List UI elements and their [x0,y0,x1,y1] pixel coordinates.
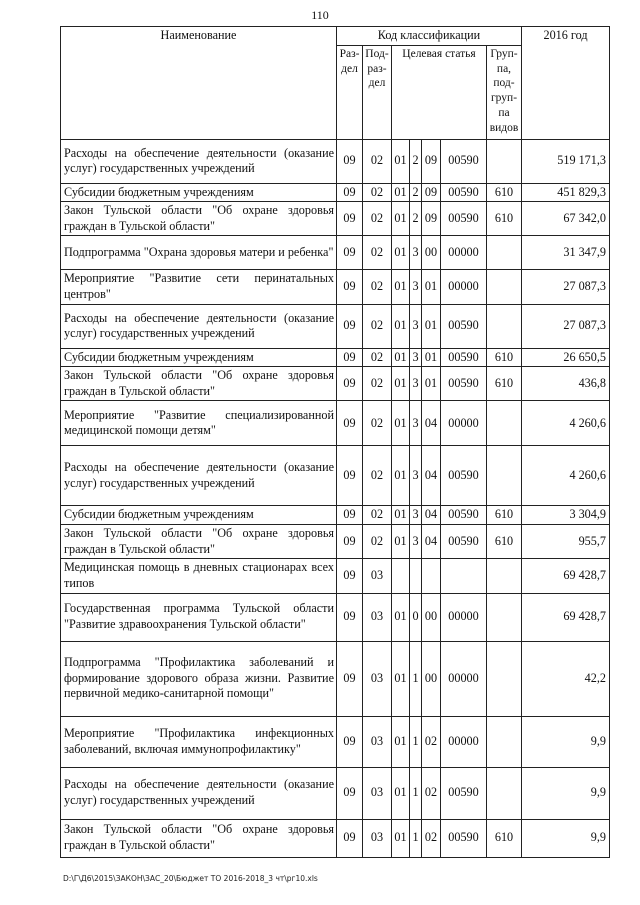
row-target-direction: 00590 [441,767,487,819]
row-target-subprogram: 2 [410,139,422,183]
table-row [61,348,610,367]
row-target-program: 01 [392,183,410,202]
row-podrazdel: 03 [363,559,392,593]
row-amount: 9,9 [522,716,610,767]
table-row [61,202,610,236]
row-target-direction: 00000 [441,401,487,446]
row-razdel: 09 [337,559,363,593]
row-razdel: 09 [337,641,363,716]
row-name: Подпрограмма "Охрана здоровья матери и ребенка" [61,236,337,270]
row-razdel: 09 [337,506,363,525]
row-target-subprogram: 2 [410,202,422,236]
row-target-direction: 00590 [441,202,487,236]
row-podrazdel: 03 [363,716,392,767]
row-amount: 27 087,3 [522,270,610,304]
row-podrazdel: 02 [363,139,392,183]
row-target-direction [441,559,487,593]
row-target-direction: 00000 [441,236,487,270]
row-target-program: 01 [392,819,410,857]
row-podrazdel: 02 [363,183,392,202]
row-razdel: 09 [337,236,363,270]
row-target-direction: 00590 [441,139,487,183]
table-row [61,506,610,525]
row-amount: 69 428,7 [522,593,610,641]
table-row [61,641,610,716]
row-podrazdel: 02 [363,367,392,401]
row-amount: 42,2 [522,641,610,716]
table-row [61,593,610,641]
row-target-program [392,559,410,593]
row-target-event: 04 [422,506,441,525]
table-row [61,367,610,401]
table-row [61,270,610,304]
header-section: Раз- дел [337,45,363,139]
header-group: Груп- па, под- груп- па видов [487,45,522,139]
row-name: Субсидии бюджетным учреждениям [61,183,337,202]
row-name: Государственная программа Тульской области "Развитие здравоохранения Тульской области" [61,593,337,641]
row-razdel: 09 [337,183,363,202]
row-target-program: 01 [392,641,410,716]
row-expense-type [487,593,522,641]
row-target-subprogram: 1 [410,819,422,857]
row-expense-type [487,139,522,183]
row-target-program: 01 [392,506,410,525]
row-expense-type [487,236,522,270]
row-target-subprogram: 3 [410,348,422,367]
row-razdel: 09 [337,202,363,236]
row-target-subprogram: 3 [410,270,422,304]
row-amount: 4 260,6 [522,446,610,506]
row-target-direction: 00590 [441,446,487,506]
row-target-event: 02 [422,819,441,857]
row-amount: 67 342,0 [522,202,610,236]
row-podrazdel: 02 [363,348,392,367]
row-expense-type: 610 [487,506,522,525]
row-target-event: 09 [422,139,441,183]
row-target-program: 01 [392,348,410,367]
row-podrazdel: 03 [363,641,392,716]
row-target-direction: 00590 [441,367,487,401]
row-podrazdel: 03 [363,767,392,819]
row-podrazdel: 02 [363,202,392,236]
row-target-subprogram: 0 [410,593,422,641]
row-razdel: 09 [337,767,363,819]
page-number: 110 [311,8,329,22]
row-amount: 4 260,6 [522,401,610,446]
row-target-event: 01 [422,348,441,367]
budget-table [60,26,610,858]
row-name: Закон Тульской области "Об охране здоровья граждан в Тульской области" [61,202,337,236]
row-razdel: 09 [337,525,363,559]
table-row [61,236,610,270]
row-target-program: 01 [392,270,410,304]
row-podrazdel: 03 [363,819,392,857]
row-amount: 9,9 [522,767,610,819]
row-target-direction: 00590 [441,525,487,559]
row-razdel: 09 [337,593,363,641]
row-expense-type: 610 [487,348,522,367]
row-target-program: 01 [392,236,410,270]
row-target-direction: 00590 [441,183,487,202]
row-expense-type [487,559,522,593]
row-razdel: 09 [337,401,363,446]
row-razdel: 09 [337,446,363,506]
row-expense-type [487,446,522,506]
row-expense-type: 610 [487,819,522,857]
row-amount: 9,9 [522,819,610,857]
row-expense-type: 610 [487,202,522,236]
row-target-subprogram: 3 [410,367,422,401]
row-target-event: 00 [422,593,441,641]
row-target-event: 02 [422,716,441,767]
row-name: Субсидии бюджетным учреждениям [61,348,337,367]
row-podrazdel: 02 [363,506,392,525]
row-expense-type: 610 [487,367,522,401]
row-amount: 26 650,5 [522,348,610,367]
row-target-event: 09 [422,183,441,202]
row-target-direction: 00590 [441,348,487,367]
row-podrazdel: 02 [363,270,392,304]
row-amount: 451 829,3 [522,183,610,202]
row-target-program: 01 [392,716,410,767]
row-expense-type [487,716,522,767]
row-razdel: 09 [337,367,363,401]
row-amount: 3 304,9 [522,506,610,525]
row-razdel: 09 [337,270,363,304]
header-subsection: Под- раз- дел [363,45,392,139]
row-name: Мероприятие "Развитие сети перинатальных центров" [61,270,337,304]
table-row [61,559,610,593]
table-row [61,819,610,857]
row-target-direction: 00000 [441,593,487,641]
file-path-footer: D:\Г\Д6\2015\ЗАКОН\ЗАС_20\Бюджет ТО 2016-2018_3 чт\рг10.xls [63,874,318,883]
row-name: Закон Тульской области "Об охране здоровья граждан в Тульской области" [61,367,337,401]
row-name: Расходы на обеспечение деятельности (оказание услуг) государственных учреждений [61,304,337,348]
row-name: Подпрограмма "Профилактика заболеваний и формирование здорового образа жизни. Развитие первичной медико-санитарной помощи" [61,641,337,716]
row-target-event: 09 [422,202,441,236]
row-amount: 69 428,7 [522,559,610,593]
table-row [61,401,610,446]
table-row [61,183,610,202]
table-row [61,304,610,348]
row-name: Расходы на обеспечение деятельности (оказание услуг) государственных учреждений [61,446,337,506]
row-expense-type: 610 [487,183,522,202]
row-target-subprogram: 3 [410,525,422,559]
row-expense-type [487,641,522,716]
row-amount: 519 171,3 [522,139,610,183]
row-amount: 436,8 [522,367,610,401]
row-target-program: 01 [392,446,410,506]
row-podrazdel: 02 [363,525,392,559]
row-razdel: 09 [337,716,363,767]
row-razdel: 09 [337,139,363,183]
row-razdel: 09 [337,304,363,348]
row-target-program: 01 [392,367,410,401]
row-expense-type [487,767,522,819]
header-name: Наименование [61,27,337,140]
table-row [61,716,610,767]
row-name: Мероприятие "Профилактика инфекционных заболеваний, включая иммунопрофилактику" [61,716,337,767]
row-target-direction: 00590 [441,304,487,348]
table-row [61,139,610,183]
row-podrazdel: 02 [363,446,392,506]
row-target-subprogram: 3 [410,236,422,270]
row-razdel: 09 [337,348,363,367]
row-name: Закон Тульской области "Об охране здоровья граждан в Тульской области" [61,525,337,559]
row-expense-type [487,304,522,348]
row-target-program: 01 [392,525,410,559]
row-target-event: 01 [422,304,441,348]
row-target-event: 04 [422,446,441,506]
row-razdel: 09 [337,819,363,857]
row-target-subprogram: 1 [410,716,422,767]
row-target-direction: 00000 [441,716,487,767]
table-row [61,767,610,819]
row-name: Закон Тульской области "Об охране здоровья граждан в Тульской области" [61,819,337,857]
table-body [61,139,610,857]
row-target-event: 02 [422,767,441,819]
row-expense-type [487,401,522,446]
row-target-program: 01 [392,202,410,236]
row-target-event: 00 [422,236,441,270]
header-target-article: Целевая статья [392,45,487,139]
row-target-subprogram: 3 [410,304,422,348]
row-podrazdel: 03 [363,593,392,641]
row-target-subprogram: 3 [410,506,422,525]
row-target-subprogram [410,559,422,593]
row-target-event: 01 [422,367,441,401]
row-target-subprogram: 3 [410,401,422,446]
row-target-subprogram: 2 [410,183,422,202]
row-expense-type [487,270,522,304]
row-target-subprogram: 1 [410,767,422,819]
row-target-program: 01 [392,767,410,819]
row-podrazdel: 02 [363,304,392,348]
row-name: Субсидии бюджетным учреждениям [61,506,337,525]
row-name: Расходы на обеспечение деятельности (оказание услуг) государственных учреждений [61,139,337,183]
row-target-event: 04 [422,401,441,446]
row-target-direction: 00000 [441,641,487,716]
row-expense-type: 610 [487,525,522,559]
row-podrazdel: 02 [363,236,392,270]
row-amount: 31 347,9 [522,236,610,270]
row-target-direction: 00590 [441,506,487,525]
row-target-direction: 00590 [441,819,487,857]
row-target-event: 00 [422,641,441,716]
row-target-program: 01 [392,593,410,641]
row-name: Медицинская помощь в дневных стационарах всех типов [61,559,337,593]
row-target-program: 01 [392,304,410,348]
row-target-program: 01 [392,139,410,183]
table-row [61,446,610,506]
row-target-event [422,559,441,593]
row-podrazdel: 02 [363,401,392,446]
row-target-subprogram: 3 [410,446,422,506]
table-row [61,525,610,559]
row-target-program: 01 [392,401,410,446]
row-target-event: 01 [422,270,441,304]
header-classification: Код классификации [337,27,522,46]
row-name: Мероприятие "Развитие специализированной медицинской помощи детям" [61,401,337,446]
row-amount: 955,7 [522,525,610,559]
row-target-subprogram: 1 [410,641,422,716]
row-name: Расходы на обеспечение деятельности (оказание услуг) государственных учреждений [61,767,337,819]
row-target-event: 04 [422,525,441,559]
row-amount: 27 087,3 [522,304,610,348]
row-target-direction: 00000 [441,270,487,304]
header-year: 2016 год [522,27,610,140]
